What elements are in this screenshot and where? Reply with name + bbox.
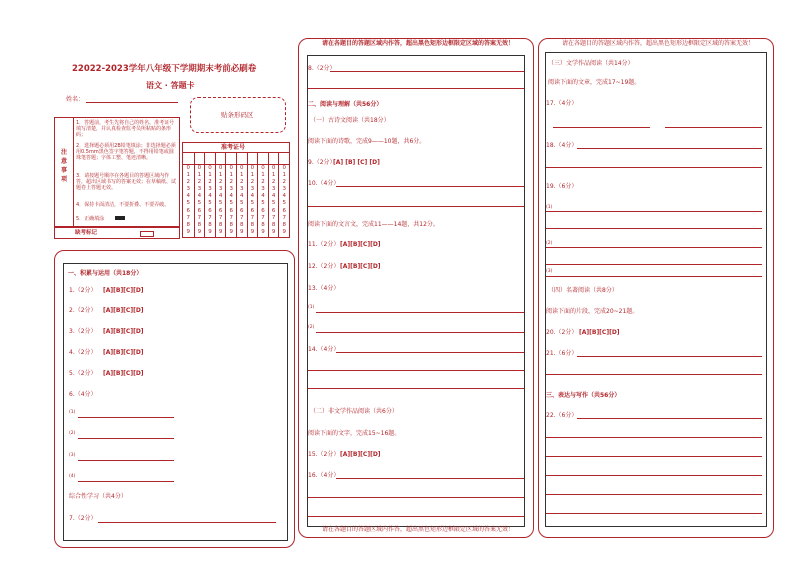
exam-digit-bubble[interactable]: 2 bbox=[282, 179, 286, 186]
absent-checkbox[interactable] bbox=[140, 231, 154, 237]
exam-number-grid bbox=[182, 142, 290, 238]
exam-number-digit-column[interactable] bbox=[247, 165, 258, 237]
q19-part-3-line[interactable] bbox=[546, 276, 762, 277]
exam-digit-bubble[interactable]: 9 bbox=[282, 228, 286, 235]
q6-part-2-label: (2) bbox=[69, 431, 76, 436]
barcode-sticker-area bbox=[190, 97, 286, 133]
q17-line-1[interactable] bbox=[553, 127, 650, 128]
exam-digit-bubble[interactable]: 5 bbox=[282, 200, 286, 207]
exam-digit-bubble[interactable]: 7 bbox=[208, 214, 212, 221]
exam-digit-bubble[interactable]: 1 bbox=[271, 172, 276, 179]
exam-digit-bubble[interactable]: 8 bbox=[197, 221, 202, 228]
exam-digit-bubble[interactable]: 9 bbox=[261, 228, 265, 235]
exam-digit-bubble[interactable]: 0 bbox=[282, 165, 286, 171]
exam-digit-bubble[interactable]: 7 bbox=[229, 214, 233, 221]
exam-digit-bubble[interactable]: 4 bbox=[282, 193, 286, 200]
q6-part-3-line[interactable] bbox=[78, 460, 174, 461]
exam-digit-bubble[interactable]: 2 bbox=[240, 179, 244, 186]
exam-digit-bubble[interactable]: 4 bbox=[240, 193, 244, 200]
q10-line-1[interactable] bbox=[336, 186, 524, 187]
exam-digit-bubble[interactable]: 7 bbox=[218, 214, 223, 221]
q8-line-2[interactable] bbox=[308, 88, 524, 89]
exam-digit-bubble[interactable]: 9 bbox=[218, 228, 223, 235]
section-three-heading: 三、表达与写作（共56分） bbox=[546, 392, 621, 399]
q14-line-1[interactable] bbox=[336, 352, 524, 353]
exam-number-digit-column[interactable] bbox=[268, 165, 279, 237]
exam-digit-bubble[interactable]: 6 bbox=[282, 207, 286, 214]
note-item-3: 3．请按题号顺序在各题目的答题区域内作答，超出区域书写的答案无效；在草稿纸、试题卷上答题无效。 bbox=[76, 173, 177, 191]
exam-number-box-divider bbox=[236, 152, 237, 164]
q16-label: 16.（4分） bbox=[308, 472, 340, 479]
q10-line-2[interactable] bbox=[308, 206, 524, 207]
q5-choices[interactable]: [A][B][C][D] bbox=[103, 370, 144, 377]
exam-digit-bubble[interactable]: 3 bbox=[208, 186, 212, 193]
q21-label: 21.（6分） bbox=[546, 350, 578, 357]
q2-choices[interactable]: [A][B][C][D] bbox=[103, 307, 144, 314]
notes-heading-cell bbox=[55, 118, 74, 226]
q22-line-6[interactable] bbox=[546, 513, 762, 514]
exam-digit-bubble[interactable]: 4 bbox=[197, 193, 202, 200]
exam-number-label: 准考证号 bbox=[221, 144, 246, 151]
q6-part-4-line[interactable] bbox=[78, 481, 174, 482]
middle-top-warning: 请在各题目的答题区域内作答，超出黑色矩形边框限定区域的答案无效！ bbox=[321, 40, 514, 47]
sub-section-2-heading: （二）非文学作品阅读（共6分） bbox=[310, 408, 398, 415]
exam-digit-bubble[interactable]: 9 bbox=[250, 228, 255, 235]
q22-line-2[interactable] bbox=[546, 437, 762, 438]
exam-number-digit-column[interactable] bbox=[215, 165, 226, 237]
exam-digit-bubble[interactable]: 8 bbox=[240, 221, 244, 228]
section-one-panel bbox=[54, 250, 295, 548]
exam-digit-bubble[interactable]: 3 bbox=[218, 186, 223, 193]
q1-choices[interactable]: [A][B][C][D] bbox=[103, 287, 144, 294]
q6-part-2-line[interactable] bbox=[78, 438, 174, 439]
q13-part-2-line[interactable] bbox=[316, 332, 524, 333]
exam-digit-bubble[interactable]: 2 bbox=[208, 179, 212, 186]
exam-digit-bubble[interactable]: 4 bbox=[229, 193, 233, 200]
sub-section-4-heading: （四）名著阅读（共8分） bbox=[548, 287, 618, 294]
exam-digit-bubble[interactable]: 0 bbox=[240, 165, 244, 171]
q18-label: 18.（4分） bbox=[546, 142, 578, 149]
exam-digit-bubble[interactable]: 5 bbox=[229, 200, 233, 207]
q19-part-3-label: (3) bbox=[546, 269, 553, 274]
q6-part-1-label: (1) bbox=[69, 410, 76, 415]
q19-part-2-line[interactable] bbox=[546, 247, 762, 248]
exam-digit-bubble[interactable]: 1 bbox=[197, 172, 202, 179]
exam-digit-bubble[interactable]: 6 bbox=[229, 207, 233, 214]
reading-3-instruction: 阅读下面的文字，完成15~16题。 bbox=[308, 430, 401, 437]
exam-digit-bubble[interactable]: 0 bbox=[197, 165, 202, 171]
q14-line-3[interactable] bbox=[308, 388, 524, 389]
exam-digit-bubble[interactable]: 6 bbox=[218, 207, 223, 214]
exam-digit-bubble[interactable]: 7 bbox=[197, 214, 202, 221]
q19-part-1-line-2[interactable] bbox=[546, 228, 762, 229]
exam-number-digit-column[interactable] bbox=[204, 165, 215, 237]
exam-digit-bubble[interactable]: 1 bbox=[218, 172, 223, 179]
exam-digit-bubble[interactable]: 8 bbox=[282, 221, 286, 228]
exam-number-digit-column[interactable] bbox=[236, 165, 247, 237]
exam-digit-bubble[interactable]: 3 bbox=[197, 186, 202, 193]
q6-part-1-line[interactable] bbox=[78, 417, 174, 418]
q11-choices[interactable]: [A][B][C][D] bbox=[340, 241, 381, 248]
exam-digit-bubble[interactable]: 2 bbox=[229, 179, 233, 186]
exam-digit-bubble[interactable]: 8 bbox=[271, 221, 276, 228]
exam-digit-bubble[interactable]: 7 bbox=[282, 214, 286, 221]
q13-label: 13.（4分） bbox=[308, 285, 340, 292]
q21-line-2[interactable] bbox=[546, 374, 762, 375]
q19-part-1-line[interactable] bbox=[546, 211, 762, 212]
q20-label: 20.（2分） bbox=[546, 329, 578, 336]
exam-digit-bubble[interactable]: 1 bbox=[240, 172, 244, 179]
exam-digit-bubble[interactable]: 9 bbox=[186, 228, 191, 235]
q22-line-4[interactable] bbox=[546, 475, 762, 476]
q19-part-1-label: (1) bbox=[546, 205, 553, 210]
q7-label: 7.（2分） bbox=[69, 515, 97, 522]
q7-line[interactable] bbox=[98, 522, 276, 523]
q16-line-2[interactable] bbox=[308, 497, 524, 498]
exam-number-box-divider bbox=[247, 152, 248, 164]
note-item-4: 4．保持卡面清洁，不要折叠、不要弄破。 bbox=[76, 202, 170, 208]
page-subtitle: 语文 · 答题卡 bbox=[146, 81, 195, 90]
q10-label: 10.（4分） bbox=[308, 180, 340, 187]
reading-4-instruction: 阅读下面的文章，完成17~19题。 bbox=[548, 79, 641, 86]
exam-digit-bubble[interactable]: 6 bbox=[208, 207, 212, 214]
q9-choices[interactable]: [A] [B] [C] [D] bbox=[333, 159, 380, 166]
q22-line-3[interactable] bbox=[546, 456, 762, 457]
q21-line-1[interactable] bbox=[577, 356, 762, 357]
exam-digit-bubble[interactable]: 3 bbox=[186, 186, 191, 193]
q12-label: 12.（2分） bbox=[308, 263, 340, 270]
exam-digit-bubble[interactable]: 6 bbox=[271, 207, 276, 214]
q6-label: 6.（4分） bbox=[69, 391, 97, 398]
exam-digit-bubble[interactable]: 0 bbox=[250, 165, 255, 171]
exam-digit-bubble[interactable]: 1 bbox=[186, 172, 191, 179]
q12-choices[interactable]: [A][B][C][D] bbox=[340, 263, 381, 270]
exam-digit-bubble[interactable]: 6 bbox=[261, 207, 265, 214]
exam-number-digit-column[interactable] bbox=[278, 165, 289, 237]
q22-label: 22.（6分） bbox=[546, 412, 578, 419]
exam-digit-bubble[interactable]: 9 bbox=[208, 228, 212, 235]
exam-digit-bubble[interactable]: 7 bbox=[271, 214, 276, 221]
exam-number-digit-column[interactable] bbox=[257, 165, 268, 237]
exam-digit-bubble[interactable]: 5 bbox=[261, 200, 265, 207]
name-field[interactable] bbox=[86, 102, 178, 103]
exam-number-box-divider bbox=[278, 152, 279, 164]
exam-digit-bubble[interactable]: 8 bbox=[229, 221, 233, 228]
filled-mark-sample bbox=[115, 216, 125, 220]
exam-number-box-divider bbox=[215, 152, 216, 164]
notes-box bbox=[54, 117, 180, 227]
absent-mark-row bbox=[54, 227, 180, 239]
q2-label: 2.（2分） bbox=[69, 307, 97, 314]
exam-digit-bubble[interactable]: 5 bbox=[197, 200, 202, 207]
exam-number-digit-columns[interactable] bbox=[183, 165, 289, 237]
notes-heading: 注意事项 bbox=[60, 149, 67, 183]
exam-digit-bubble[interactable]: 1 bbox=[229, 172, 233, 179]
reading-2-instruction: 阅读下面的文言文，完成11——14题，共12分。 bbox=[308, 221, 439, 228]
exam-digit-bubble[interactable]: 4 bbox=[208, 193, 212, 200]
exam-digit-bubble[interactable]: 0 bbox=[208, 165, 212, 171]
q13-part-1-label: (1) bbox=[308, 305, 315, 310]
q19-label: 19.（6分） bbox=[546, 183, 578, 190]
exam-digit-bubble[interactable]: 8 bbox=[261, 221, 265, 228]
exam-digit-bubble[interactable]: 5 bbox=[208, 200, 212, 207]
section-one-heading: 一、积累与运用（共18分） bbox=[68, 270, 143, 277]
exam-number-digit-column[interactable] bbox=[225, 165, 236, 237]
exam-digit-bubble[interactable]: 0 bbox=[261, 165, 265, 171]
exam-digit-bubble[interactable]: 7 bbox=[261, 214, 265, 221]
q8-line-1[interactable] bbox=[330, 71, 524, 72]
q18-line-2[interactable] bbox=[546, 167, 762, 168]
exam-number-digit-column[interactable] bbox=[194, 165, 205, 237]
q17-label: 17.（4分） bbox=[546, 100, 578, 107]
exam-number-box-divider bbox=[194, 152, 195, 164]
exam-digit-bubble[interactable]: 3 bbox=[282, 186, 286, 193]
exam-digit-bubble[interactable]: 3 bbox=[240, 186, 244, 193]
exam-digit-bubble[interactable]: 0 bbox=[229, 165, 233, 171]
q14-line-2[interactable] bbox=[308, 370, 524, 371]
exam-digit-bubble[interactable]: 5 bbox=[218, 200, 223, 207]
exam-digit-bubble[interactable]: 1 bbox=[250, 172, 255, 179]
exam-digit-bubble[interactable]: 3 bbox=[271, 186, 276, 193]
exam-digit-bubble[interactable]: 9 bbox=[240, 228, 244, 235]
right-top-warning: 请在各题目的答题区域内作答，超出黑色矩形边框限定区域的答案无效！ bbox=[561, 40, 754, 47]
absent-label: 缺考标记 bbox=[75, 230, 98, 236]
q16-line-1[interactable] bbox=[336, 478, 524, 479]
exam-digit-bubble[interactable]: 8 bbox=[208, 221, 212, 228]
exam-digit-bubble[interactable]: 6 bbox=[197, 207, 202, 214]
exam-digit-bubble[interactable]: 2 bbox=[271, 179, 276, 186]
exam-digit-bubble[interactable]: 8 bbox=[250, 221, 255, 228]
exam-digit-bubble[interactable]: 4 bbox=[186, 193, 191, 200]
exam-digit-bubble[interactable]: 2 bbox=[197, 179, 202, 186]
exam-digit-bubble[interactable]: 2 bbox=[218, 179, 223, 186]
middle-bottom-warning: 请在各题目的答题区域内作答，超出黑色矩形边框限定区域的答案无效！ bbox=[321, 526, 514, 533]
q4-label: 4.（2分） bbox=[69, 349, 97, 356]
note-item-1: 1．答题前，考生先将自己的姓名、准考证号填写清楚，并认真检查监考员所粘贴的条形码； bbox=[76, 120, 175, 138]
comprehensive-heading: 综合性学习（共4分） bbox=[69, 493, 127, 500]
exam-digit-bubble[interactable]: 3 bbox=[261, 186, 265, 193]
exam-number-input-row[interactable] bbox=[183, 152, 289, 164]
exam-digit-bubble[interactable]: 8 bbox=[218, 221, 223, 228]
exam-digit-bubble[interactable]: 5 bbox=[186, 200, 191, 207]
q13-part-1-line[interactable] bbox=[316, 312, 524, 313]
q11-label: 11.（2分） bbox=[308, 241, 340, 248]
exam-digit-bubble[interactable]: 3 bbox=[229, 186, 233, 193]
reading-1-instruction: 阅读下面的诗歌，完成9——10题，共6分。 bbox=[308, 138, 426, 145]
q8-label: 8.（2分） bbox=[308, 65, 336, 72]
exam-number-box-divider bbox=[257, 152, 258, 164]
exam-digit-bubble[interactable]: 8 bbox=[186, 221, 191, 228]
exam-digit-bubble[interactable]: 0 bbox=[218, 165, 223, 171]
exam-digit-bubble[interactable]: 5 bbox=[240, 200, 244, 207]
q22-line-5[interactable] bbox=[546, 494, 762, 495]
exam-digit-bubble[interactable]: 7 bbox=[186, 214, 191, 221]
q14-label: 14.（4分） bbox=[308, 346, 340, 353]
q17-line-2[interactable] bbox=[665, 127, 762, 128]
exam-digit-bubble[interactable]: 2 bbox=[261, 179, 265, 186]
exam-number-box-divider bbox=[268, 152, 269, 164]
exam-digit-bubble[interactable]: 7 bbox=[240, 214, 244, 221]
q6-part-3-label: (3) bbox=[69, 453, 76, 458]
exam-digit-bubble[interactable]: 6 bbox=[186, 207, 191, 214]
q19-part-2-line-2[interactable] bbox=[546, 264, 762, 265]
exam-number-box-divider bbox=[204, 152, 205, 164]
sub-section-1-heading: （一）古诗文阅读（共18分） bbox=[310, 117, 390, 124]
sub-section-3-heading: （三）文学作品阅读（共14分） bbox=[548, 60, 634, 67]
q5-label: 5.（2分） bbox=[69, 370, 97, 377]
q1-label: 1.（2分） bbox=[69, 287, 97, 294]
q4-choices[interactable]: [A][B][C][D] bbox=[103, 349, 144, 356]
page-title: 22022-2023学年八年级下学期期末考前必刷卷 bbox=[72, 64, 257, 74]
exam-digit-bubble[interactable]: 1 bbox=[208, 172, 212, 179]
q20-choices[interactable]: [A][B][C][D] bbox=[579, 329, 620, 336]
exam-digit-bubble[interactable]: 9 bbox=[197, 228, 202, 235]
exam-digit-bubble[interactable]: 0 bbox=[186, 165, 191, 171]
exam-digit-bubble[interactable]: 3 bbox=[250, 186, 255, 193]
exam-digit-bubble[interactable]: 4 bbox=[271, 193, 276, 200]
exam-digit-bubble[interactable]: 5 bbox=[250, 200, 255, 207]
q13-part-2-label: (2) bbox=[308, 325, 315, 330]
note-item-5: 5．正确填涂 bbox=[76, 216, 105, 222]
exam-number-box-divider bbox=[225, 152, 226, 164]
exam-digit-bubble[interactable]: 7 bbox=[250, 214, 255, 221]
q3-choices[interactable]: [A][B][C][D] bbox=[103, 328, 144, 335]
q9-label: 9.（2分） bbox=[308, 159, 336, 166]
exam-digit-bubble[interactable]: 1 bbox=[261, 172, 265, 179]
note-item-2: 2．选择题必须用2B铅笔填涂；非选择题必须用0.5mm黑色签字笔答题，不得用铅笔或圆珠笔答题；字体工整、笔迹清晰。 bbox=[76, 143, 176, 161]
exam-digit-bubble[interactable]: 6 bbox=[240, 207, 244, 214]
exam-digit-bubble[interactable]: 4 bbox=[218, 193, 223, 200]
sticker-label: 贴条形码区 bbox=[221, 111, 254, 119]
q16-line-3[interactable] bbox=[308, 516, 524, 517]
q18-line-1[interactable] bbox=[577, 148, 762, 149]
exam-number-digit-column[interactable] bbox=[183, 165, 194, 236]
exam-digit-bubble[interactable]: 9 bbox=[271, 228, 276, 235]
exam-digit-bubble[interactable]: 5 bbox=[271, 200, 276, 207]
section-two-heading: 二、阅读与理解（共56分） bbox=[308, 101, 383, 108]
q6-part-4-label: (4) bbox=[69, 474, 76, 479]
exam-digit-bubble[interactable]: 2 bbox=[186, 179, 191, 186]
q15-choices[interactable]: [A][B][C][D] bbox=[340, 451, 381, 458]
exam-digit-bubble[interactable]: 9 bbox=[229, 228, 233, 235]
q22-line-1[interactable] bbox=[577, 418, 762, 419]
exam-digit-bubble[interactable]: 6 bbox=[250, 207, 255, 214]
exam-digit-bubble[interactable]: 1 bbox=[282, 172, 286, 179]
reading-5-instruction: 阅读下面的片段，完成20~21题。 bbox=[546, 308, 639, 315]
exam-digit-bubble[interactable]: 4 bbox=[261, 193, 265, 200]
q19-part-2-label: (2) bbox=[546, 241, 553, 246]
exam-digit-bubble[interactable]: 2 bbox=[250, 179, 255, 186]
name-label: 姓名： bbox=[66, 96, 85, 103]
q3-label: 3.（2分） bbox=[69, 328, 97, 335]
exam-digit-bubble[interactable]: 0 bbox=[271, 165, 276, 171]
exam-digit-bubble[interactable]: 4 bbox=[250, 193, 255, 200]
q15-label: 15.（2分） bbox=[308, 451, 340, 458]
